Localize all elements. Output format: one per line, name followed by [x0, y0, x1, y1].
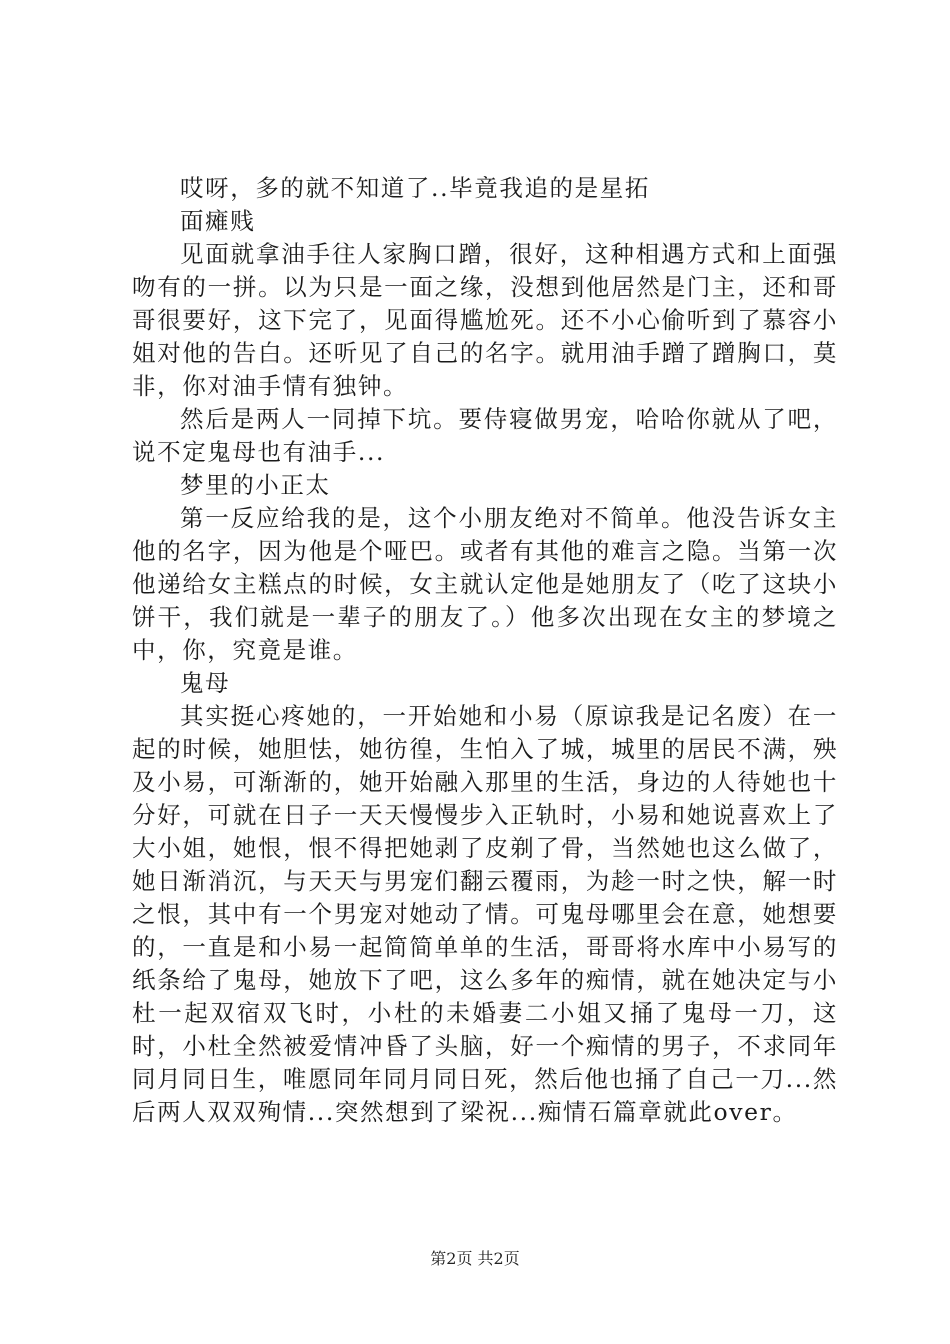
section-heading-mianpianjian: 面瘫贱 [180, 207, 256, 235]
paragraph: 第一反应给我的是，这个小朋友绝对不简单。他没告诉女主他的名字，因为他是个哑巴。或者有其他的难言之隐。当第一次他递给女主糕点的时候，女主就认定他是她朋友了（吃了这块小饼干，我们就是一辈子的朋友了。）他多次出现在女主的梦境之中，你，究竟是谁。 [132, 504, 838, 664]
section-heading-dream-boy: 梦里的小正太 [180, 471, 331, 499]
paragraph: 其实挺心疼她的，一开始她和小易（原谅我是记名废）在一起的时候，她胆怯，她彷徨，生怕入了城，城里的居民不满，殃及小易，可渐渐的，她开始融入那里的生活，身边的人待她也十分好，可就在日子一天天慢慢步入正轨时，小易和她说喜欢上了大小姐，她恨，恨不得把她剥了皮剃了骨，当然她也这么做了，她日渐消沉，与天天与男宠们翻云覆雨，为趁一时之快，解一时之恨，其中有一个男宠对她动了情。可鬼母哪里会在意，她想要的，一直是和小易一起简简单单的生活，哥哥将水库中小易写的纸条给了鬼母，她放下了吧，这么多年的痴情，就在她决定与小杜一起双宿双飞时，小杜的未婚妻二小姐又捅了鬼母一刀，这时，小杜全然被爱情冲昏了头脑，好一个痴情的男子，不求同年同月同日生，唯愿同年同月同日死，然后他也捅了自己一刀...然后两人双双殉情...突然想到了梁祝...痴情石篇章就此over。 [132, 702, 838, 1126]
document-body [132, 172, 838, 1129]
paragraph: 然后是两人一同掉下坑。要侍寝做男宠，哈哈你就从了吧，说不定鬼母也有油手... [132, 405, 838, 466]
paragraph-intro: 哎呀，多的就不知道了..毕竟我追的是星拓 [180, 174, 650, 202]
section-heading-guimu: 鬼母 [180, 669, 231, 697]
paragraph: 见面就拿油手往人家胸口蹭，很好，这种相遇方式和上面强吻有的一拼。以为只是一面之缘，没想到他居然是门主，还和哥哥很要好，这下完了，见面得尴尬死。还不小心偷听到了慕容小姐对他的告白。还听见了自己的名字。就用油手蹭了蹭胸口，莫非，你对油手情有独钟。 [132, 240, 838, 400]
page-number-footer: 第2页 共2页 [430, 1249, 520, 1268]
